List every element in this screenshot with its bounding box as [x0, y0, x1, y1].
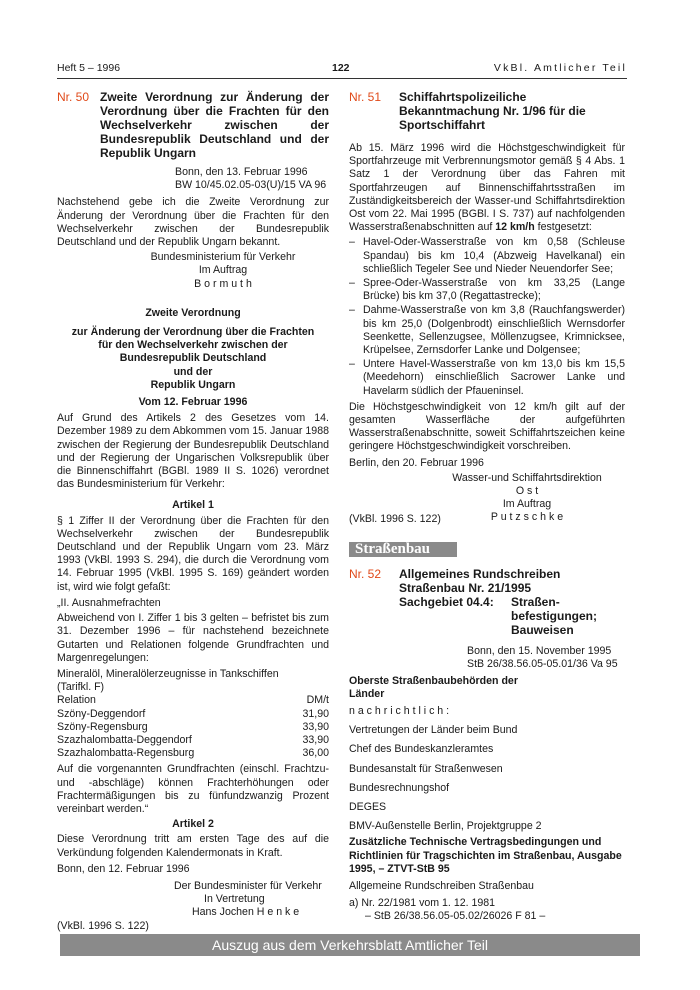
- nr51-sign-name: P u t z s c h k e: [490, 511, 564, 524]
- nr50-intro: Nachstehend gebe ich die Zweite Verordnung zur Änderung der Verordnung über die Frachten für den Wechselverkehr zwischen der Bundesrepublik Deutschland und der Republik Ungarn bekannt.: [57, 196, 329, 249]
- col-unit: DM/t: [306, 694, 329, 707]
- nr50-sign-line2: Im Auftrag: [198, 264, 248, 277]
- nr50-number: Nr. 50: [57, 90, 90, 104]
- v-title-6: Republik Ungarn: [150, 378, 236, 391]
- list-item: Chef des Bundeskanzleramtes: [349, 743, 494, 756]
- table-cell: Szazhalombatta-Regensburg: [57, 747, 195, 760]
- nr52-heading: [349, 567, 625, 595]
- artikel-1-heading: Artikel 1: [172, 499, 214, 512]
- recipient-heading: Oberste Straßenbaubehörden der Länder: [349, 674, 518, 700]
- issue-label: Heft 5 – 1996: [57, 62, 121, 74]
- nr50-date-line1: Bonn, den 13. Februar 1996: [175, 166, 308, 178]
- nr51-text1-a: Ab 15. März 1996 wird die Höchstgeschwindigkeit für Sportfahrzeuge mit Verbrennungsmotor gemäß § 4 Abs. 1 Satz 1 der Verordnung über das Fahren mit Sportfahrzeugen auf Binnenschiffahrtsstraßen im Zuständigkeitsbereich der Wasser-und Schiffahrtsdirektion Ost vom 22. Mai 1995 (BGBl. I S. 737) auf nachfolgenden Wasserstraßenabschnitten auf: [349, 142, 625, 234]
- v-title-1: Zweite Verordnung: [145, 306, 241, 319]
- list-item: – Untere Havel-Wasserstraße von km 13,0 bis km 15,5 (Meedehorn) einschließlich Sacrower Lanke und Havelarm südlich der Pfaueninsel.: [349, 358, 625, 398]
- nachrichtlich-label: n a c h r i c h t l i c h :: [349, 704, 450, 717]
- verordnung-title: [57, 307, 329, 409]
- table-row: [57, 721, 329, 734]
- page-footer: Auszug aus dem Verkehrsblatt Amtlicher Teil: [60, 934, 640, 956]
- ztv-title: Zusätzliche Technische Vertragsbedingungen und Richtlinien für Tragschichten im Straßenbau, Ausgabe 1995, – ZTVT-StB 95: [349, 836, 622, 875]
- artikel-1-text: § 1 Ziffer II der Verordnung über die Frachten für den Wechselverkehr zwischen der Bundesrepublik Deutschland und der Republik Ungarn vom 23. März 1993 (VkBl. 1993 S. 294), die durch die Verordnung vom 14. Februar 1995 (VkBl. 1995 S. 169) geändert worden ist, wird wie folgt gefaßt:: [57, 514, 329, 593]
- waterway-list: [349, 236, 625, 397]
- nr51-text1: [349, 142, 625, 234]
- quote-heading: „II. Ausnahmefrachten: [57, 596, 161, 609]
- nr51-title: Schiffahrtspolizeiliche Bekanntmachung Nr. 1/96 für die Sportschiffahrt: [399, 90, 586, 132]
- nr51-speed: 12 km/h: [495, 221, 535, 234]
- quote-text: Abweichend von I. Ziffer 1 bis 3 gelten – befristet bis zum 31. Dezember 1996 – für nachstehend bezeichnete Gutarten und Relationen folgende Grundfrachten und Margenregelungen:: [57, 612, 329, 664]
- list-item: Bundesrechnungshof: [349, 781, 450, 794]
- publication-title: VkBl. Amtlicher Teil: [493, 62, 627, 74]
- nr51-sign-line2: O s t: [515, 485, 539, 498]
- nr51-sign-line1: Wasser-und Schiffahrtsdirektion: [452, 471, 602, 484]
- table-cell: 31,90: [302, 707, 329, 720]
- v-title-5: und der: [173, 365, 213, 378]
- nr50-date: [57, 166, 329, 192]
- left-column: [57, 90, 329, 935]
- freight-table: [57, 694, 329, 760]
- table-header-row: [57, 694, 329, 707]
- table-cell: Szöny-Regensburg: [57, 720, 148, 733]
- item-a-line2: – StB 26/38.56.05-05.02/26026 F 81 –: [365, 910, 546, 923]
- goods-text: Mineralöl, Mineralölerzeugnisse in Tankschiffen: [57, 667, 279, 680]
- list-item: – Dahme-Wasserstraße von km 3,8 (Rauchfangswerder) bis km 25,0 (Dolgenbrodt) einschließlich Wernsdorfer Seenkette, Sellenzugsee, Möllenzugsee, Krimnicksee, Krüpelsee, Zernsdorfer Lanke und Dolgensee;: [349, 304, 625, 357]
- sachgebiet-label: Sachgebiet 04.4:: [399, 595, 494, 610]
- nr52-number: Nr. 52: [349, 567, 382, 582]
- artikel-2-text: Diese Verordnung tritt am ersten Tage des auf die Verkündung folgenden Kalendermonats in Kraft.: [57, 833, 329, 859]
- table-cell: 33,90: [302, 720, 329, 733]
- table-cell: Szöny-Deggendorf: [57, 707, 146, 720]
- nr52-sachgebiet: [349, 595, 625, 637]
- bonn-date: Bonn, den 12. Februar 1996: [57, 862, 190, 875]
- goods-class: (Tarifkl. F): [57, 681, 105, 694]
- list-item: – Spree-Oder-Wasserstraße von km 33,25 (Lange Brücke) bis km 37,0 (Regattastrecke);: [349, 277, 625, 303]
- page-header: [57, 62, 627, 76]
- section-strassenbau: Straßenbau: [349, 542, 457, 557]
- artikel-2-heading: Artikel 2: [172, 818, 214, 831]
- nr50-date-line2: BW 10/45.02.05-03(U)/15 VA 96: [175, 179, 327, 192]
- allg-rundschreiben: Allgemeine Rundschreiben Straßenbau: [349, 879, 534, 892]
- goods-line: [57, 668, 329, 694]
- header-rule: [57, 78, 627, 79]
- v-date: Vom 12. Februar 1996: [138, 396, 248, 409]
- nr52-date: [349, 645, 625, 671]
- list-item: – Havel-Oder-Wasserstraße von km 0,58 (Schleuse Spandau) bis km 10,4 (Abzweig Havelkanal) ein schließlich Tegeler See und Nieder Neuendorfer See;: [349, 236, 625, 276]
- nr52-date-line1: Bonn, den 15. November 1995: [467, 645, 612, 658]
- table-row: [57, 734, 329, 747]
- minister-signature: [57, 880, 329, 920]
- minister-line2: In Vertretung: [204, 893, 265, 906]
- after-table-text: Auf die vorgenannten Grundfrachten (einschl. Frachtzu- und -abschläge) können Frachterhöhungen oder Frachtermäßigungen bis zu fünfundzwanzig Prozent vereinbart werden.“: [57, 763, 329, 815]
- nr51-reference: (VkBl. 1996 S. 122): [349, 512, 441, 525]
- nr50-reference: (VkBl. 1996 S. 122): [57, 919, 149, 932]
- minister-name: Hans Jochen H e n k e: [192, 906, 300, 919]
- nr52-title-line2: Straßenbau Nr. 21/1995: [399, 581, 532, 596]
- nr51-number: Nr. 51: [349, 90, 382, 104]
- nr52-date-line2: StB 26/38.56.05-05.01/36 Va 95: [467, 658, 618, 671]
- nr52-title-line1: Allgemeines Rundschreiben: [399, 567, 561, 582]
- table-row: [57, 708, 329, 721]
- preamble: Auf Grund des Artikels 2 des Gesetzes vom 14. Dezember 1989 zu dem Abkommen vom 15. Januar 1988 zwischen der Regierung der Bundesrepublik Deutschland und der Regierung der Ungarischen Volksrepublik über die Binnenschiffahrt (BGBl. 1989 II S. 1026) verordnet das Bundesministerium für Verkehr:: [57, 412, 329, 491]
- list-item: Bundesanstalt für Straßenwesen: [349, 762, 503, 775]
- nr51-sign-line3: Im Auftrag: [502, 498, 552, 511]
- nr51-berlin-date: Berlin, den 20. Februar 1996: [349, 456, 484, 469]
- table-cell: 36,00: [302, 747, 329, 760]
- right-column: [349, 90, 625, 926]
- nr50-sign-name: B o r m u t h: [194, 277, 252, 290]
- v-title-4: Bundesrepublik Deutschland: [119, 352, 267, 365]
- nr50-heading: [57, 90, 329, 160]
- sachgebiet-value: Straßenbefestigungen; Bauweisen: [511, 595, 597, 638]
- nr50-sign-line1: Bundesministerium für Verkehr: [150, 251, 296, 264]
- minister-line1: Der Bundesminister für Verkehr: [174, 879, 322, 892]
- nr51-text1-c: festgesetzt:: [534, 221, 592, 234]
- v-title-2: zur Änderung der Verordnung über die Frachten: [71, 326, 315, 339]
- page-number: 122: [332, 62, 350, 74]
- nr52-title: [399, 567, 560, 595]
- nr50-signature: [57, 251, 329, 291]
- list-item: DEGES: [349, 800, 387, 813]
- nr51-heading: [349, 90, 625, 132]
- item-a-line1: a) Nr. 22/1981 vom 1. 12. 1981: [349, 897, 496, 910]
- col-relation: Relation: [57, 694, 96, 707]
- v-title-3: für den Wechselverkehr zwischen der: [98, 339, 288, 352]
- nr51-text2: Die Höchstgeschwindigkeit von 12 km/h gilt auf der gesamten Wasserfläche der aufgeführten Wasserstraßenabschnitte, soweit Schiffahrtszeichen keine geringere Höchstgeschwindigkeit vorschreiben.: [349, 400, 625, 453]
- table-cell: 33,90: [302, 733, 329, 746]
- list-item: Vertretungen der Länder beim Bund: [349, 724, 518, 737]
- table-row: [57, 747, 329, 760]
- list-item: BMV-Außenstelle Berlin, Projektgruppe 2: [349, 820, 542, 833]
- nr50-title: Zweite Verordnung zur Änderung der Verordnung über die Frachten für den Wechselverkehr zwischen der Bundesrepublik Deutschland und der Republik Ungarn: [100, 90, 329, 160]
- table-cell: Szazhalombatta-Deggendorf: [57, 733, 192, 746]
- recipient-list: [349, 724, 625, 833]
